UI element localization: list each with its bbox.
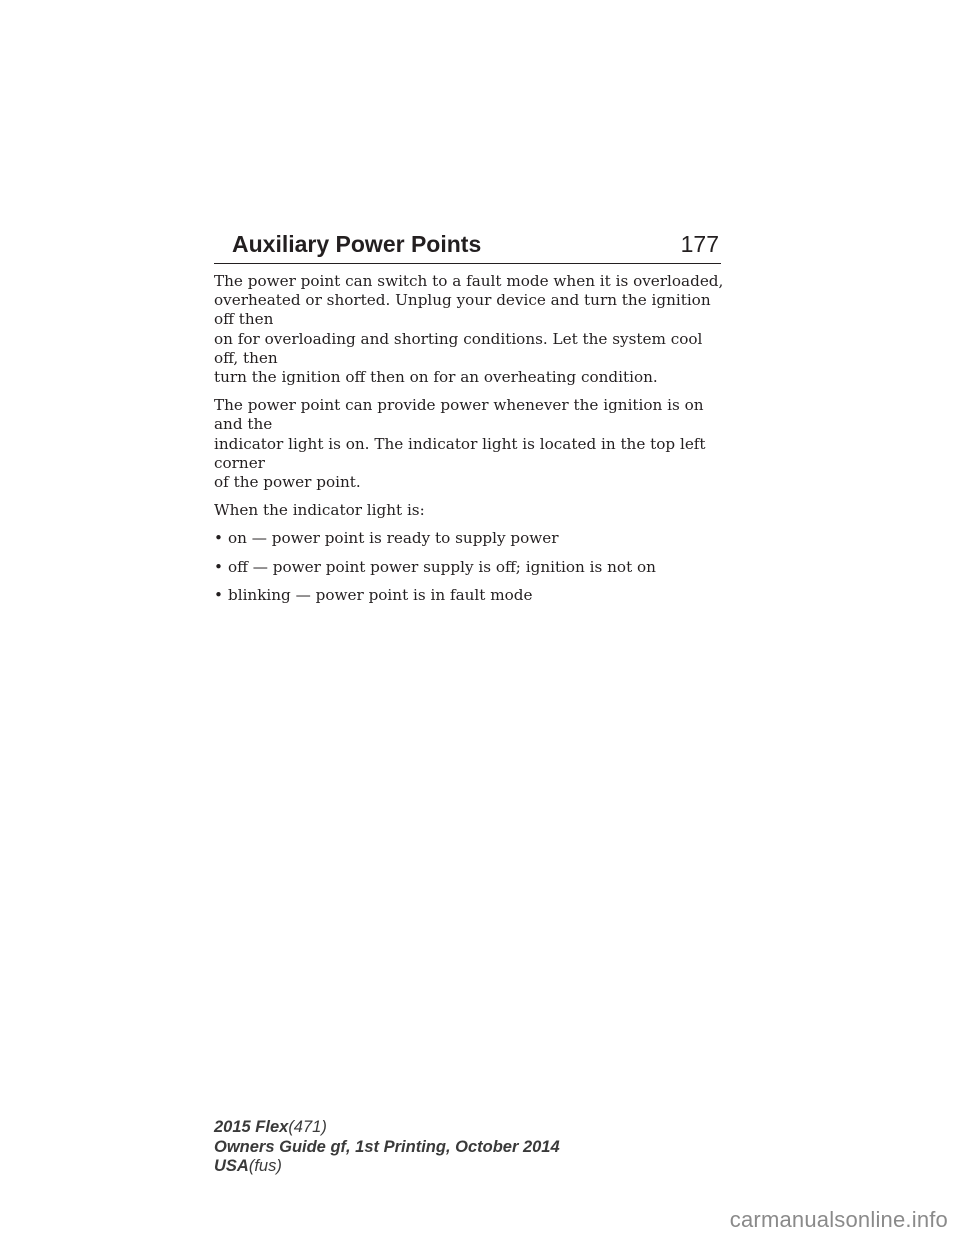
paragraph-fault-mode: The power point can switch to a fault mode when it is overloaded, overheated or shorted. Unplug your device and turn the ignition off then on for overloading and shorting conditions. Let the system cool off, then turn the ignition off then on for an overheating condition. [214,272,724,387]
bullet-icon: • [214,585,223,604]
footer-line-guide [214,1138,560,1158]
indicator-status-list [214,529,726,605]
body-content [214,272,726,614]
footer-market-code: (fus) [248,1157,282,1175]
page-number: 177 [680,231,719,257]
list-item [214,586,726,605]
footer-line-model [214,1118,560,1138]
list-item [214,558,726,577]
section-title: Auxiliary Power Points [232,231,482,257]
list-item-text: blinking — power point is in fault mode [228,585,533,604]
paragraph-indicator-intro: When the indicator light is: [214,501,425,520]
bullet-icon: • [214,529,223,548]
paragraph-power-supply: The power point can provide power whenever the ignition is on and the indicator light is on. The indicator light is located in the top left corner of the power point. [214,396,706,492]
footer-model: 2015 Flex [214,1118,289,1136]
bullet-icon: • [214,557,223,576]
print-footer [214,1118,560,1177]
list-item [214,529,726,548]
watermark-text: carmanualsonline.info [729,1207,948,1232]
footer-model-code: (471) [288,1118,327,1136]
footer-guide-info: Owners Guide gf, 1st Printing, October 2014 [214,1137,560,1156]
footer-line-market [214,1157,560,1177]
page-header [214,229,721,264]
footer-market: USA [214,1157,249,1175]
list-item-text: on — power point is ready to supply power [228,529,559,548]
list-item-text: off — power point power supply is off; ignition is not on [228,557,656,576]
